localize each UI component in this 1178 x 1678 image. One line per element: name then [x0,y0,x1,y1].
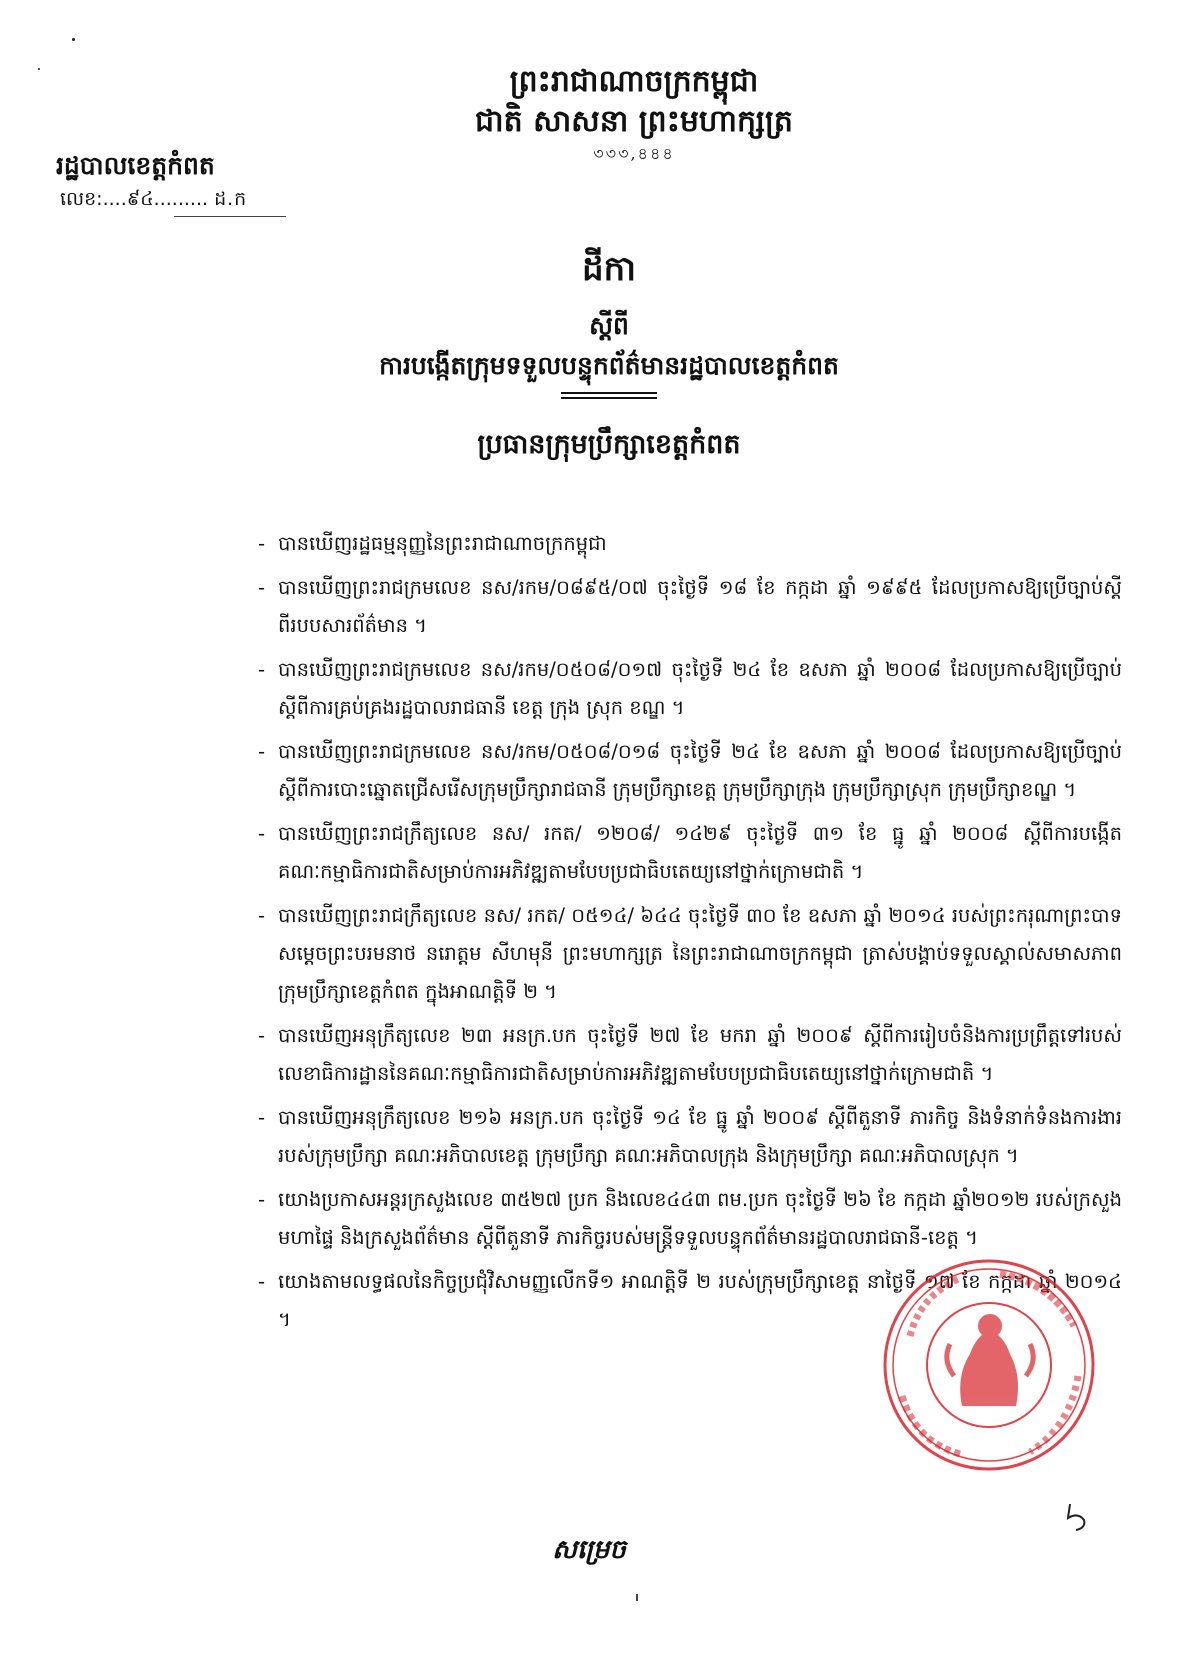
official-seal-icon [880,1256,1098,1474]
list-item [258,525,1122,563]
decision-heading: សម្រេច [552,1535,626,1565]
list-item [258,897,1122,1011]
list-dash: - [258,1188,266,1211]
list-dash: - [258,904,266,927]
list-item [258,815,1122,891]
list-item [258,1181,1122,1257]
clause-text: យោងប្រកាសអន្តរក្រសួងលេខ ៣៥២៧ ប្រក និងលេខ៤៤៣ ពម.ប្រក ចុះថ្ងៃទី ២៦ ខែ កក្កដា ឆ្នាំ២០១២ របស់ក្រសួងមហាផ្ទៃ និងក្រសួងព័ត៌មាន ស្ដីពីតួនាទី ភារកិច្ចរបស់មន្ត្រីទទួលបន្ទុកព័ត៌មានរដ្ឋបាលរាជធានី-ខេត្ត ។ [278,1188,1122,1249]
reference-underline [174,216,286,217]
header-ornament: ৩৩৩,৪৪৪ [593,144,675,163]
national-motto: ជាតិ សាសនា ព្រះមហាក្សត្រ [475,104,793,139]
scan-mark [636,1594,638,1601]
decree-subject: ការបង្កើតក្រុមទទួលបន្ទុកព័ត៌មានរដ្ឋបាលខេត្តកំពត [379,351,839,380]
clause-text: បានឃើញព្រះរាជក្រមលេខ នស/រកម/០៨៩៥/០៧ ចុះថ្ងៃទី ១៨ ខែ កក្កដា ឆ្នាំ ១៩៩៥ ដែលប្រកាសឱ្យប្រើច្បាប់ស្ដីពីរបបសារព័ត៌មាន ។ [278,576,1122,637]
list-item [258,733,1122,809]
clauses-list [258,525,1122,1345]
decree-about: ស្ដីពី [589,311,629,340]
list-dash: - [258,822,266,845]
double-rule-divider [561,392,657,399]
clause-text: បានឃើញព្រះរាជក្រមលេខ នស/រកម/០៥០៨/០១៨ ចុះថ្ងៃទី ២៤ ខែ ឧសភា ឆ្នាំ ២០០៨ ដែលប្រកាសឱ្យប្រើច្បាប់ស្ដីពីការបោះឆ្នោតជ្រើសរើសក្រុមប្រឹក្សារាជធានី ក្រុមប្រឹក្សាខេត្ត ក្រុមប្រឹក្សាក្រុង ក្រុមប្រឹក្សាស្រុក ក្រុមប្រឹក្សាខណ្ឌ ។ [278,740,1122,801]
clause-text: បានឃើញអនុក្រឹត្យលេខ ២១៦ អនក្រ.បក ចុះថ្ងៃទី ១៤ ខែ ធ្នូ ឆ្នាំ ២០០៩ ស្ដីពីតួនាទី ភារកិច្ច និងទំនាក់ទំនងការងាររបស់ក្រុមប្រឹក្សា គណៈអភិបាលខេត្ត ក្រុមប្រឹក្សា គណៈអភិបាលក្រុង និងក្រុមប្រឹក្សា គណៈអភិបាលស្រុក ។ [278,1106,1122,1167]
list-dash: - [258,1024,266,1047]
list-item [258,651,1122,727]
seal-emblem [947,1314,1033,1406]
list-item [258,569,1122,645]
list-dash: - [258,1270,266,1293]
clause-text: យោងតាមលទ្ធផលនៃកិច្ចប្រជុំវិសាមញ្ញលើកទី១ អាណត្តិទី ២ របស់ក្រុមប្រឹក្សាខេត្ត នាថ្ងៃទី ១៧ ខែ កក្កដា ឆ្នាំ ២០១៤ ។ [278,1270,1122,1331]
clause-text: បានឃើញព្រះរាជក្រឹត្យលេខ នស/ រកត/ ០៥១៤/ ៦៤៤ ចុះថ្ងៃទី ៣០ ខែ ឧសភា ឆ្នាំ ២០១៤ របស់ព្រះករុណាព្រះបាទសម្ដេចព្រះបរមនាថ នរោត្តម សីហមុនី ព្រះមហាក្សត្រ នៃព្រះរាជាណាចក្រកម្ពុជា ត្រាស់បង្គាប់ទទួលស្គាល់សមាសភាពក្រុមប្រឹក្សាខេត្តកំពត ក្នុងអាណត្តិទី ២ ។ [278,904,1122,1003]
scan-speck [72,38,75,41]
decree-issuer: ប្រធានក្រុមប្រឹក្សាខេត្តកំពត [477,429,741,460]
list-item [258,1099,1122,1175]
clause-text: បានឃើញអនុក្រឹត្យលេខ ២៣ អនក្រ.បក ចុះថ្ងៃទី ២៧ ខែ មករា ឆ្នាំ ២០០៩ ស្ដីពីការរៀបចំនិងការប្រព្រឹត្តទៅរបស់លេខាធិការដ្ឋាននៃគណៈកម្មាធិការជាតិសម្រាប់ការអភិវឌ្ឍតាមបែបប្រជាធិបតេយ្យនៅថ្នាក់ក្រោមជាតិ ។ [278,1024,1122,1085]
administration-name: រដ្ឋបាលខេត្តកំពត [56,151,215,180]
reference-dots: ......... [153,188,209,210]
reference-number [60,184,356,214]
clause-text: បានឃើញរដ្ឋធម្មនុញ្ញនៃព្រះរាជាណាចក្រកម្ពុជា [278,532,607,555]
list-dash: - [258,1106,266,1129]
reference-value: ៩៤ [126,188,154,210]
reference-suffix: ដ.ក [214,188,248,210]
list-dash: - [258,740,266,763]
reference-dots: .... [102,188,127,210]
decree-title-block [0,244,1178,467]
list-dash: - [258,532,266,555]
kingdom-name: ព្រះរាជាណាចក្រកម្ពុជា [509,64,759,99]
clause-text: បានឃើញព្រះរាជក្រមលេខ នស/រកម/០៥០៨/០១៧ ចុះថ្ងៃទី ២៤ ខែ ឧសភា ឆ្នាំ ២០០៨ ដែលប្រកាសឱ្យប្រើច្បាប់ស្ដីពីការគ្រប់គ្រងរដ្ឋបាលរាជធានី ខេត្ត ក្រុង ស្រុក ខណ្ឌ ។ [278,658,1122,719]
administration-block [56,148,356,214]
list-item [258,1017,1122,1093]
decree-title: ដីកា [582,249,636,289]
list-dash: - [258,576,266,599]
list-dash: - [258,658,266,681]
reference-prefix: លេខ: [60,188,103,210]
clause-text: បានឃើញព្រះរាជក្រឹត្យលេខ នស/ រកត/ ១២០៨/ ១៤២៩ ចុះថ្ងៃទី ៣១ ខែ ធ្នូ ឆ្នាំ ២០០៨ ស្ដីពីការបង្កើតគណៈកម្មាធិការជាតិសម្រាប់ការអភិវឌ្ឍតាមបែបប្រជាធិបតេយ្យនៅថ្នាក់ក្រោមជាតិ ។ [278,822,1122,883]
